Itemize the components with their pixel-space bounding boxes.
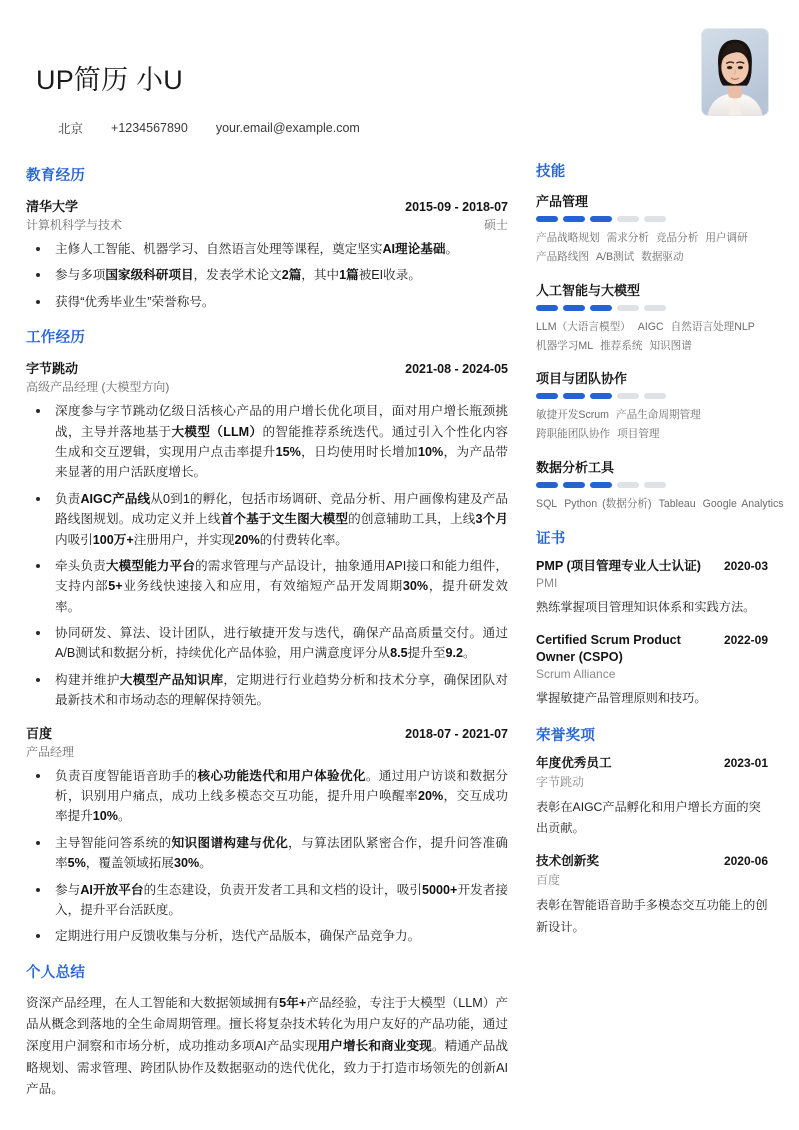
skill-tag: 机器学习ML: [536, 339, 594, 352]
section-title-education: 教育经历: [26, 168, 86, 184]
entry-subline: [26, 378, 508, 395]
bullet-item: 深度参与字节跳动亿级日活核心产品的用户增长优化项目，面对用户增长瓶颈挑战，主导并落地基于大模型（LLM）的智能推荐系统迭代。通过引入个性化内容生成和交互逻辑，实现用户点击率提升15%，日均使用时长增加10%，为产品带来显著的用户活跃度增长。: [26, 401, 508, 483]
avatar-portrait-icon: [702, 29, 768, 115]
avatar: [701, 28, 769, 116]
skill-level-meter: [536, 393, 768, 399]
resume-body: [26, 138, 784, 1107]
skill-tag: 用户调研: [705, 232, 748, 244]
entry-bullet-list: [26, 239, 508, 312]
entry-organization: 清华大学: [26, 199, 79, 214]
skill-tag: Google Analytics: [702, 498, 784, 511]
skill-tag: Python (数据分析): [564, 498, 652, 511]
skill-pill-empty: [617, 393, 639, 399]
section-education: [26, 164, 508, 312]
contact-item[interactable]: 北京: [58, 122, 84, 136]
entry-organization: 百度: [26, 725, 53, 741]
bullet-item: 主导智能问答系统的知识图谱构建与优化，与算法团队紧密合作，提升问答准确率5%，覆盖领域拓展30%。: [26, 833, 508, 874]
entry-date-range: 2015-09 - 2018-07: [405, 200, 508, 214]
bullet-item: 定期进行用户反馈收集与分析，迭代产品版本，确保产品竞争力。: [26, 926, 508, 946]
skill-group: [536, 191, 768, 267]
credential-issuer: Scrum Alliance: [536, 667, 616, 682]
skill-tag: A/B测试: [595, 250, 635, 263]
skill-pill-filled: [563, 482, 585, 488]
skill-tag: 敏捷开发Scrum: [536, 409, 609, 422]
skill-tag: 知识图谱: [649, 339, 692, 352]
credential-head: [536, 755, 768, 772]
skill-level-meter: [536, 216, 768, 222]
entry-degree: 硕士: [483, 218, 508, 232]
experience-entry: [26, 358, 508, 710]
credential-title: Certified Scrum Product Owner (CSPO): [536, 633, 681, 665]
skill-group-name: 项目与团队协作: [536, 371, 628, 387]
credential-title: PMP (项目管理专业人士认证): [536, 558, 701, 573]
work-entries: [26, 358, 508, 947]
skill-level-meter: [536, 482, 768, 488]
skill-tag: 自然语言处理NLP: [670, 320, 755, 333]
skill-pill-empty: [644, 216, 666, 222]
section-work: [26, 326, 508, 947]
contact-item[interactable]: your.email@example.com: [215, 121, 360, 135]
credential-date: 2020-03: [723, 558, 768, 573]
skill-pill-filled: [590, 216, 612, 222]
credential-date: 2023-01: [723, 755, 768, 770]
entry-date-range: 2018-07 - 2021-07: [405, 726, 508, 741]
bullet-item: 负责AIGC产品线从0到1的孵化，包括市场调研、竞品分析、用户画像构建及产品路线图规划。成功定义并上线首个基于文生图大模型的创意辅助工具，上线3个月内吸引100万+注册用户，并实现20%的付费转化率。: [26, 489, 508, 550]
skill-groups: [536, 191, 784, 514]
skill-tag-list: [536, 229, 768, 267]
section-skills: [536, 160, 784, 514]
left-column: [26, 150, 508, 1107]
section-title-summary: 个人总结: [26, 964, 86, 981]
skill-pill-empty: [617, 216, 639, 222]
skill-pill-empty: [644, 393, 666, 399]
section-title-certificates: 证书: [536, 530, 566, 547]
entry-role: 产品经理: [26, 744, 75, 759]
award-items: [536, 755, 768, 938]
section-title-skills: 技能: [536, 164, 566, 180]
skill-tag: AIGC: [637, 320, 664, 333]
entry-organization: 字节跳动: [26, 361, 79, 377]
skill-tag: SQL: [536, 498, 558, 511]
bullet-item: 主修人工智能、机器学习、自然语言处理等课程，奠定坚实AI理论基础。: [26, 239, 508, 259]
skill-tag: 产品战略规划: [536, 232, 600, 244]
skill-pill-filled: [563, 305, 585, 311]
credential-issuer: 字节跳动: [536, 774, 585, 789]
bullet-item: 构建并维护大模型产品知识库，定期进行行业趋势分析和技术分享，确保团队对最新技术和市场动态的理解保持领先。: [26, 670, 508, 711]
skill-pill-empty: [617, 482, 639, 488]
credential-title: 年度优秀员工: [536, 755, 612, 770]
section-summary: [26, 961, 508, 1101]
candidate-name: UP简历 小U: [36, 65, 183, 95]
contact-item[interactable]: +1234567890: [111, 121, 188, 135]
right-column: [536, 150, 784, 952]
skill-tag: 推荐系统: [600, 339, 643, 352]
entry-subline: [26, 216, 508, 233]
skill-pill-filled: [536, 305, 558, 311]
skill-pill-filled: [590, 305, 612, 311]
bullet-item: 协同研发、算法、设计团队，进行敏捷开发与迭代，确保产品高质量交付。通过A/B测试和数据分析，持续优化产品体验，用户满意度评分从8.5提升至9.2。: [26, 623, 508, 664]
credential-date: 2022-09: [723, 633, 768, 648]
skill-pill-filled: [536, 393, 558, 399]
skill-tag: 跨职能团队协作: [536, 428, 611, 441]
skill-tag: 项目管理: [617, 428, 660, 441]
skill-tag: 产品生命周期管理: [615, 409, 701, 422]
experience-entry: [26, 196, 508, 312]
credential-head: [536, 558, 768, 575]
resume-header: [26, 26, 769, 138]
skill-tag-list: [536, 406, 768, 444]
skill-tag: LLM（大语言模型）: [536, 320, 631, 333]
skill-pill-filled: [590, 482, 612, 488]
bullet-item: 牵头负责大模型能力平台的需求管理与产品设计，抽象通用API接口和能力组件，支持内部5+业务线快速接入和应用，有效缩短产品开发周期30%，提升研发效率。: [26, 556, 508, 617]
credential-description: 熟练掌握项目管理知识体系和实践方法。: [536, 599, 756, 614]
bullet-item: 参与多项国家级科研项目，发表学术论文2篇，其中1篇被EI收录。: [26, 265, 508, 285]
education-entries: [26, 196, 508, 312]
skill-tag: 数据驱动: [641, 250, 684, 263]
contact-row: [26, 97, 769, 137]
bullet-item: 获得“优秀毕业生”荣誉称号。: [26, 292, 508, 312]
entry-head: [26, 723, 508, 742]
skill-level-meter: [536, 305, 768, 311]
certificate-items: [536, 558, 768, 710]
entry-head: [26, 196, 508, 215]
skill-pill-filled: [563, 393, 585, 399]
skill-group-name: 产品管理: [536, 194, 589, 209]
entry-bullet-list: [26, 401, 508, 710]
credential-issuer: PMI: [536, 575, 558, 590]
skill-group: [536, 280, 768, 356]
skill-group: [536, 457, 784, 514]
skill-pill-filled: [563, 216, 585, 222]
summary-text: 资深产品经理，在人工智能和大数据领域拥有5年+产品经验，专注于大模型（LLM）产品从概念到落地的全生命周期管理。擅长将复杂技术转化为用户友好的产品功能，通过深度用户洞察和市场分析，成功推动多项AI产品实现用户增长和商业变现。精通产品战略规划、需求管理、跨团队协作及数据驱动的迭代优化，致力于打造市场领先的创新AI产品。: [26, 995, 509, 1097]
entry-role: 高级产品经理 (大模型方向): [26, 380, 170, 395]
credential-issuer: 百度: [536, 873, 561, 888]
credential-description: 掌握敏捷产品管理原则和技巧。: [536, 691, 707, 706]
skill-pill-empty: [644, 305, 666, 311]
entry-subline: [26, 743, 508, 760]
entry-date-range: 2021-08 - 2024-05: [405, 362, 508, 377]
bullet-item: 负责百度智能语音助手的核心功能迭代和用户体验优化。通过用户访谈和数据分析，识别用户痛点，成功上线多模态交互功能，提升用户唤醒率20%，交互成功率提升10%。: [26, 766, 508, 827]
credential-description: 表彰在AIGC产品孵化和用户增长方面的突出贡献。: [536, 799, 761, 835]
bullet-item: 参与AI开放平台的生态建设，负责开发者工具和文档的设计，吸引5000+开发者接入，提升平台活跃度。: [26, 880, 508, 921]
credential-head: [536, 632, 768, 666]
credential-description: 表彰在智能语音助手多模态交互功能上的创新设计。: [536, 898, 768, 934]
skill-tag: 竞品分析: [655, 232, 699, 244]
section-title-work: 工作经历: [26, 330, 86, 347]
skill-tag-list: [536, 495, 784, 514]
skill-pill-filled: [590, 393, 612, 399]
section-title-awards: 荣誉奖项: [536, 727, 596, 744]
credential-entry: [536, 853, 768, 938]
skill-tag: 产品路线图: [536, 250, 589, 263]
skill-tag-list: [536, 318, 768, 356]
skill-pill-empty: [644, 482, 666, 488]
credential-entry: [536, 755, 768, 840]
credential-title: 技术创新奖: [536, 854, 599, 869]
credential-head: [536, 853, 768, 870]
skill-group-name: 人工智能与大模型: [536, 282, 641, 298]
entry-role: 计算机科学与技术: [26, 218, 123, 232]
section-certificates: [536, 527, 768, 710]
skill-pill-filled: [536, 482, 558, 488]
skill-pill-filled: [536, 216, 558, 222]
credential-date: 2020-06: [723, 854, 768, 869]
skill-group-name: 数据分析工具: [536, 460, 615, 476]
entry-head: [26, 358, 508, 377]
skill-pill-empty: [617, 305, 639, 311]
experience-entry: [26, 723, 508, 947]
credential-entry: [536, 632, 768, 709]
entry-bullet-list: [26, 766, 508, 947]
skill-group: [536, 368, 768, 444]
skill-tag: 需求分析: [606, 232, 649, 244]
credential-entry: [536, 558, 768, 618]
skill-tag: Tableau: [658, 498, 696, 511]
section-awards: [536, 724, 768, 938]
